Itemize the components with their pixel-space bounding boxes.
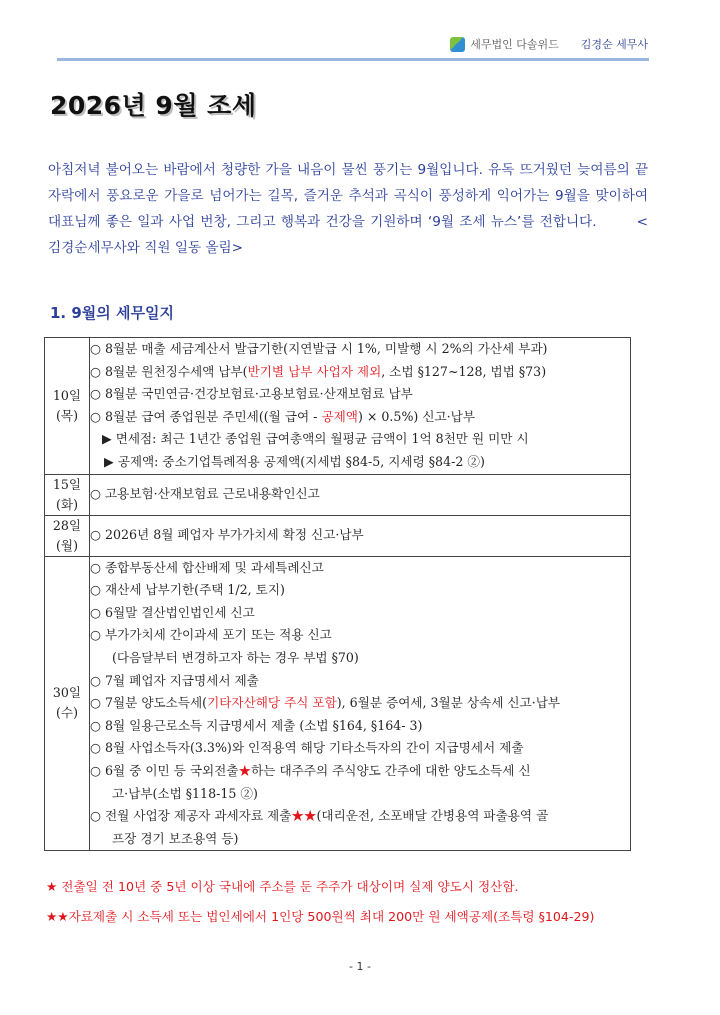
schedule-items	[90, 338, 631, 475]
schedule-item: ○ 8월 사업소득자(3.3%)와 인적용역 해당 기타소득자의 간이 지급명세서 제출	[90, 740, 524, 756]
schedule-item: ○ 8월분 급여 종업원분 주민세((월 급여 - 공제액) × 0.5%) 신고·납부	[90, 408, 475, 424]
date-label: 10일	[52, 387, 82, 403]
schedule-item: ○ 부가가치세 간이과세 포기 또는 적용 신고	[90, 627, 332, 643]
schedule-item: ○ 6월말 결산법인법인세 신고	[90, 604, 255, 620]
intro-text: 아침저녁 불어오는 바람에서 청량한 가을 내음이 물씬 풍기는 9월입니다. 유독 뜨거웠던 늦여름의 끝자락에서 풍요로운 가을로 넘어가는 길목, 즐거운 추석과 곡식이 풍성하게 익어가는 9월을 맞이하여 대표님께 좋은 일과 사업 번창, 그리고 행복과 건강을 기원하며 ‘9월 조세 뉴스’를 전합니다.	[48, 162, 648, 230]
table-row	[45, 556, 631, 851]
schedule-item: ○ 8월분 매출 세금계산서 발급기한(지연발급 시 1%, 미발행 시 2%의 가산세 부과)	[90, 341, 548, 356]
schedule-subitem: ▶ 면세점: 최근 1년간 종업원 급여총액의 월평균 금액이 1억 8천만 원 미만 시	[102, 431, 529, 447]
schedule-item: ○ 7월분 양도소득세(기타자산해당 주식 포함), 6월분 증여세, 3월분 상속세 신고·납부	[90, 695, 561, 711]
schedule-item-continuation: 고·납부(소법 §118-15 ②)	[112, 785, 258, 801]
highlight-text: 반기별 납부 사업자 제외	[247, 363, 382, 379]
section-title: 1. 9월의 세무일지	[50, 304, 174, 322]
schedule-item: ○ 종합부동산세 합산배제 및 과세특례신고	[90, 559, 324, 575]
date-cell	[45, 338, 90, 475]
firm-logo	[450, 36, 559, 52]
date-label: 28일	[52, 517, 82, 533]
schedule-item: ○ 8월분 원천징수세액 납부(반기별 납부 사업자 제외, 소법 §127~128, 법법 §73)	[90, 363, 547, 379]
weekday-label: (화)	[56, 496, 78, 512]
date-cell	[45, 556, 90, 851]
schedule-items	[90, 515, 631, 556]
schedule-item: ○ 2026년 8월 폐업자 부가가치세 확정 신고·납부	[90, 527, 364, 543]
date-label: 15일	[52, 476, 82, 492]
highlight-text: 공제액	[321, 408, 358, 424]
schedule-item-continuation: (다음달부터 변경하고자 하는 경우 부법 §70)	[112, 649, 359, 665]
table-row	[45, 474, 631, 515]
footnote: ★★자료제출 시 소득세 또는 법인세에서 1인당 500원씩 최대 200만 원 세액공제(조특령 §104-29)	[46, 909, 595, 924]
header-divider	[57, 58, 649, 61]
firm-logo-icon	[450, 37, 465, 52]
table-row	[45, 515, 631, 556]
schedule-items	[90, 474, 631, 515]
highlight-text: 기타자산해당 주식 포함	[207, 695, 337, 711]
schedule-item: ○ 7월 폐업자 지급명세서 제출	[90, 672, 259, 688]
tax-accountant-name: 김경순 세무사	[580, 38, 648, 51]
schedule-item-continuation: 프장 경기 보조용역 등)	[112, 830, 239, 846]
weekday-label: (수)	[56, 705, 78, 721]
footnote: ★ 전출일 전 10년 중 5년 이상 국내에 주소를 둔 주주가 대상이며 실제 양도시 정산함.	[46, 879, 519, 894]
firm-name: 세무법인 다솔위드	[470, 38, 559, 51]
weekday-label: (목)	[56, 407, 78, 423]
date-cell	[45, 474, 90, 515]
schedule-item: ○ 8월분 국민연금·건강보험료·고용보험료·산재보험료 납부	[90, 386, 413, 402]
schedule-subitem: ▶ 공제액: 중소기업특례적용 공제액(지세법 §84-5, 지세령 §84-2 ②)	[104, 453, 485, 469]
weekday-label: (월)	[56, 537, 78, 553]
date-label: 30일	[52, 685, 82, 701]
schedule-item: ○ 고용보험·산재보험료 근로내용확인신고	[90, 486, 320, 502]
page-title: 2026년 9월 조세	[50, 91, 257, 120]
schedule-item: ○ 재산세 납부기한(주택 1/2, 토지)	[90, 582, 285, 598]
star-marker: ★★	[291, 808, 317, 824]
intro-paragraph	[48, 157, 648, 261]
star-marker: ★	[238, 762, 252, 778]
document-header	[450, 36, 648, 52]
tax-schedule-table	[44, 337, 631, 851]
page-number: - 1 -	[349, 960, 371, 973]
date-cell	[45, 515, 90, 556]
intro-signature: <김경순세무사와 직원 일동 올림>	[48, 214, 648, 256]
schedule-items	[90, 556, 631, 851]
schedule-item: ○ 8월 일용근로소득 지급명세서 제출 (소법 §164, §164- 3)	[90, 717, 423, 733]
schedule-item: ○ 6월 중 이민 등 국외전출★하는 대주주의 주식양도 간주에 대한 양도소득세 신	[90, 762, 531, 778]
table-row	[45, 338, 631, 475]
schedule-item: ○ 전월 사업장 제공자 과세자료 제출★★(대리운전, 소포배달 간병용역 파출용역 골	[90, 808, 549, 824]
